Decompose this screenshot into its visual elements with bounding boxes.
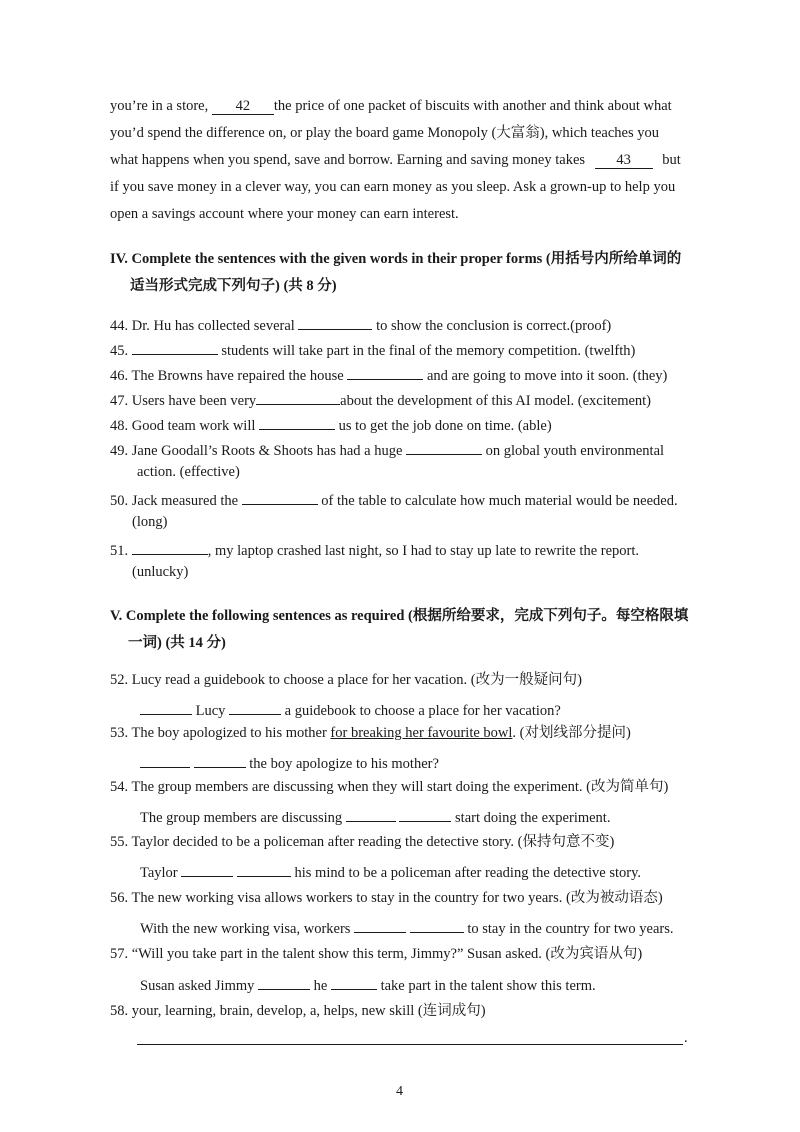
question-55: 55. Taylor decided to be a policeman after reading the detective story. (保持句意不变) <box>110 834 615 850</box>
passage-line-2: you’d spend the difference on, or play the board game Monopoly (大富翁), which teaches you <box>110 125 659 141</box>
passage-line-5: open a savings account where your money can earn interest. <box>110 206 459 222</box>
question-46 <box>110 362 667 386</box>
question-58: 58. your, learning, brain, develop, a, helps, new skill (连词成句) <box>110 1003 486 1019</box>
answer-blank-49[interactable] <box>406 437 482 455</box>
question-51 <box>110 537 639 561</box>
question-51-cont: (unlucky) <box>132 564 189 580</box>
question-57: 57. “Will you take part in the talent show this term, Jimmy?” Susan asked. (改为宾语从句) <box>110 946 643 962</box>
passage-line-4: if you save money in a clever way, you can earn money as you sleep. Ask a grown-up to help you <box>110 179 676 195</box>
question-53 <box>110 723 631 743</box>
answer-blank-46[interactable] <box>347 362 423 380</box>
question-text: 50. Jack measured the <box>110 493 239 509</box>
answer-blank-57-2[interactable] <box>331 972 377 990</box>
question-55-answer <box>140 859 641 883</box>
question-text: and are going to move into it soon. (they) <box>426 368 668 384</box>
answer-blank-45[interactable] <box>132 337 218 355</box>
answer-blank-56-1[interactable] <box>354 915 406 933</box>
section-4-title-cont: 适当形式完成下列句子) (共 8 分) <box>130 278 337 294</box>
question-text: students will take part in the final of the memory competition. (twelfth) <box>221 343 636 359</box>
page-number: 4 <box>396 1084 403 1099</box>
question-52: 52. Lucy read a guidebook to choose a place for her vacation. (改为一般疑问句) <box>110 672 582 688</box>
question-text: 51. <box>110 543 129 559</box>
question-text: 45. <box>110 343 129 359</box>
question-57-answer <box>140 972 596 996</box>
question-text: , my laptop crashed last night, so I had to stay up late to rewrite the report. <box>207 543 640 559</box>
question-text: about the development of this AI model. (excitement) <box>340 393 652 409</box>
question-49-cont: action. (effective) <box>137 464 240 480</box>
question-text: 49. Jane Goodall’s Roots & Shoots has had a huge <box>110 443 403 459</box>
question-text: 47. Users have been very <box>110 393 257 409</box>
question-text: to stay in the country for two years. <box>467 921 674 937</box>
answer-blank-51[interactable] <box>132 537 208 555</box>
question-56: 56. The new working visa allows workers to stay in the country for two years. (改为被动语态) <box>110 890 663 906</box>
blank-42: 42 <box>212 98 274 115</box>
answer-blank-47[interactable] <box>256 387 340 405</box>
question-44 <box>110 312 611 336</box>
question-50-cont: (long) <box>132 514 168 530</box>
question-text: a guidebook to choose a place for her vacation? <box>284 703 561 719</box>
question-48 <box>110 412 552 436</box>
question-text: Lucy <box>195 703 226 719</box>
question-text: Taylor <box>140 865 178 881</box>
question-text: The group members are discussing <box>140 810 343 826</box>
question-49 <box>110 437 664 461</box>
underlined-phrase: for breaking her favourite bowl <box>330 725 513 741</box>
answer-blank-50[interactable] <box>242 487 318 505</box>
section-5-title: V. Complete the following sentences as required (根据所给要求，完成下列句子。每空格限填 <box>110 608 689 624</box>
answer-blank-52-2[interactable] <box>229 697 281 715</box>
answer-line-58[interactable] <box>137 1044 683 1045</box>
passage-text: but <box>662 152 681 168</box>
section-4-title: IV. Complete the sentences with the given words in their proper forms (用括号内所给单词的 <box>110 251 682 267</box>
question-text: Susan asked Jimmy <box>140 978 255 994</box>
section-5-title-cont: 一词) (共 14 分) <box>128 635 226 651</box>
question-text: . (对划线部分提问) <box>512 725 631 741</box>
question-text: to show the conclusion is correct.(proof) <box>376 318 612 334</box>
passage-text: the price of one packet of biscuits with another and think about what <box>273 98 672 114</box>
question-50 <box>110 487 678 511</box>
question-text: on global youth environmental <box>485 443 665 459</box>
question-text: his mind to be a policeman after reading the detective story. <box>294 865 642 881</box>
question-54: 54. The group members are discussing when they will start doing the experiment. (改为简单句) <box>110 779 669 795</box>
question-53-answer <box>140 750 439 774</box>
question-text: take part in the talent show this term. <box>380 978 596 994</box>
answer-blank-55-2[interactable] <box>237 859 291 877</box>
question-text: 46. The Browns have repaired the house <box>110 368 344 384</box>
question-47 <box>110 387 651 411</box>
question-text: 48. Good team work will <box>110 418 256 434</box>
question-52-answer <box>140 697 561 721</box>
question-text: start doing the experiment. <box>455 810 611 826</box>
question-text: the boy apologize to his mother? <box>249 756 439 772</box>
answer-blank-55-1[interactable] <box>181 859 233 877</box>
question-text: 53. The boy apologized to his mother <box>110 725 327 741</box>
question-text: he <box>313 978 328 994</box>
answer-blank-53-2[interactable] <box>194 750 246 768</box>
answer-blank-44[interactable] <box>298 312 372 330</box>
passage-line-1 <box>110 96 672 116</box>
question-text: us to get the job done on time. (able) <box>338 418 552 434</box>
answer-blank-48[interactable] <box>259 412 335 430</box>
question-56-answer <box>140 915 673 939</box>
question-text: of the table to calculate how much material would be needed. <box>321 493 678 509</box>
answer-blank-52-1[interactable] <box>140 697 192 715</box>
period-mark: . <box>684 1030 688 1046</box>
question-54-answer <box>140 804 610 828</box>
answer-blank-57-1[interactable] <box>258 972 310 990</box>
answer-blank-53-1[interactable] <box>140 750 190 768</box>
question-45 <box>110 337 635 361</box>
passage-text: you’re in a store, <box>110 98 209 114</box>
passage-text: what happens when you spend, save and borrow. Earning and saving money takes <box>110 152 586 168</box>
answer-blank-54-2[interactable] <box>399 804 451 822</box>
question-text: 44. Dr. Hu has collected several <box>110 318 295 334</box>
question-text: With the new working visa, workers <box>140 921 351 937</box>
passage-line-3 <box>110 150 681 170</box>
answer-blank-56-2[interactable] <box>410 915 464 933</box>
answer-blank-54-1[interactable] <box>346 804 396 822</box>
blank-43: 43 <box>595 152 653 169</box>
